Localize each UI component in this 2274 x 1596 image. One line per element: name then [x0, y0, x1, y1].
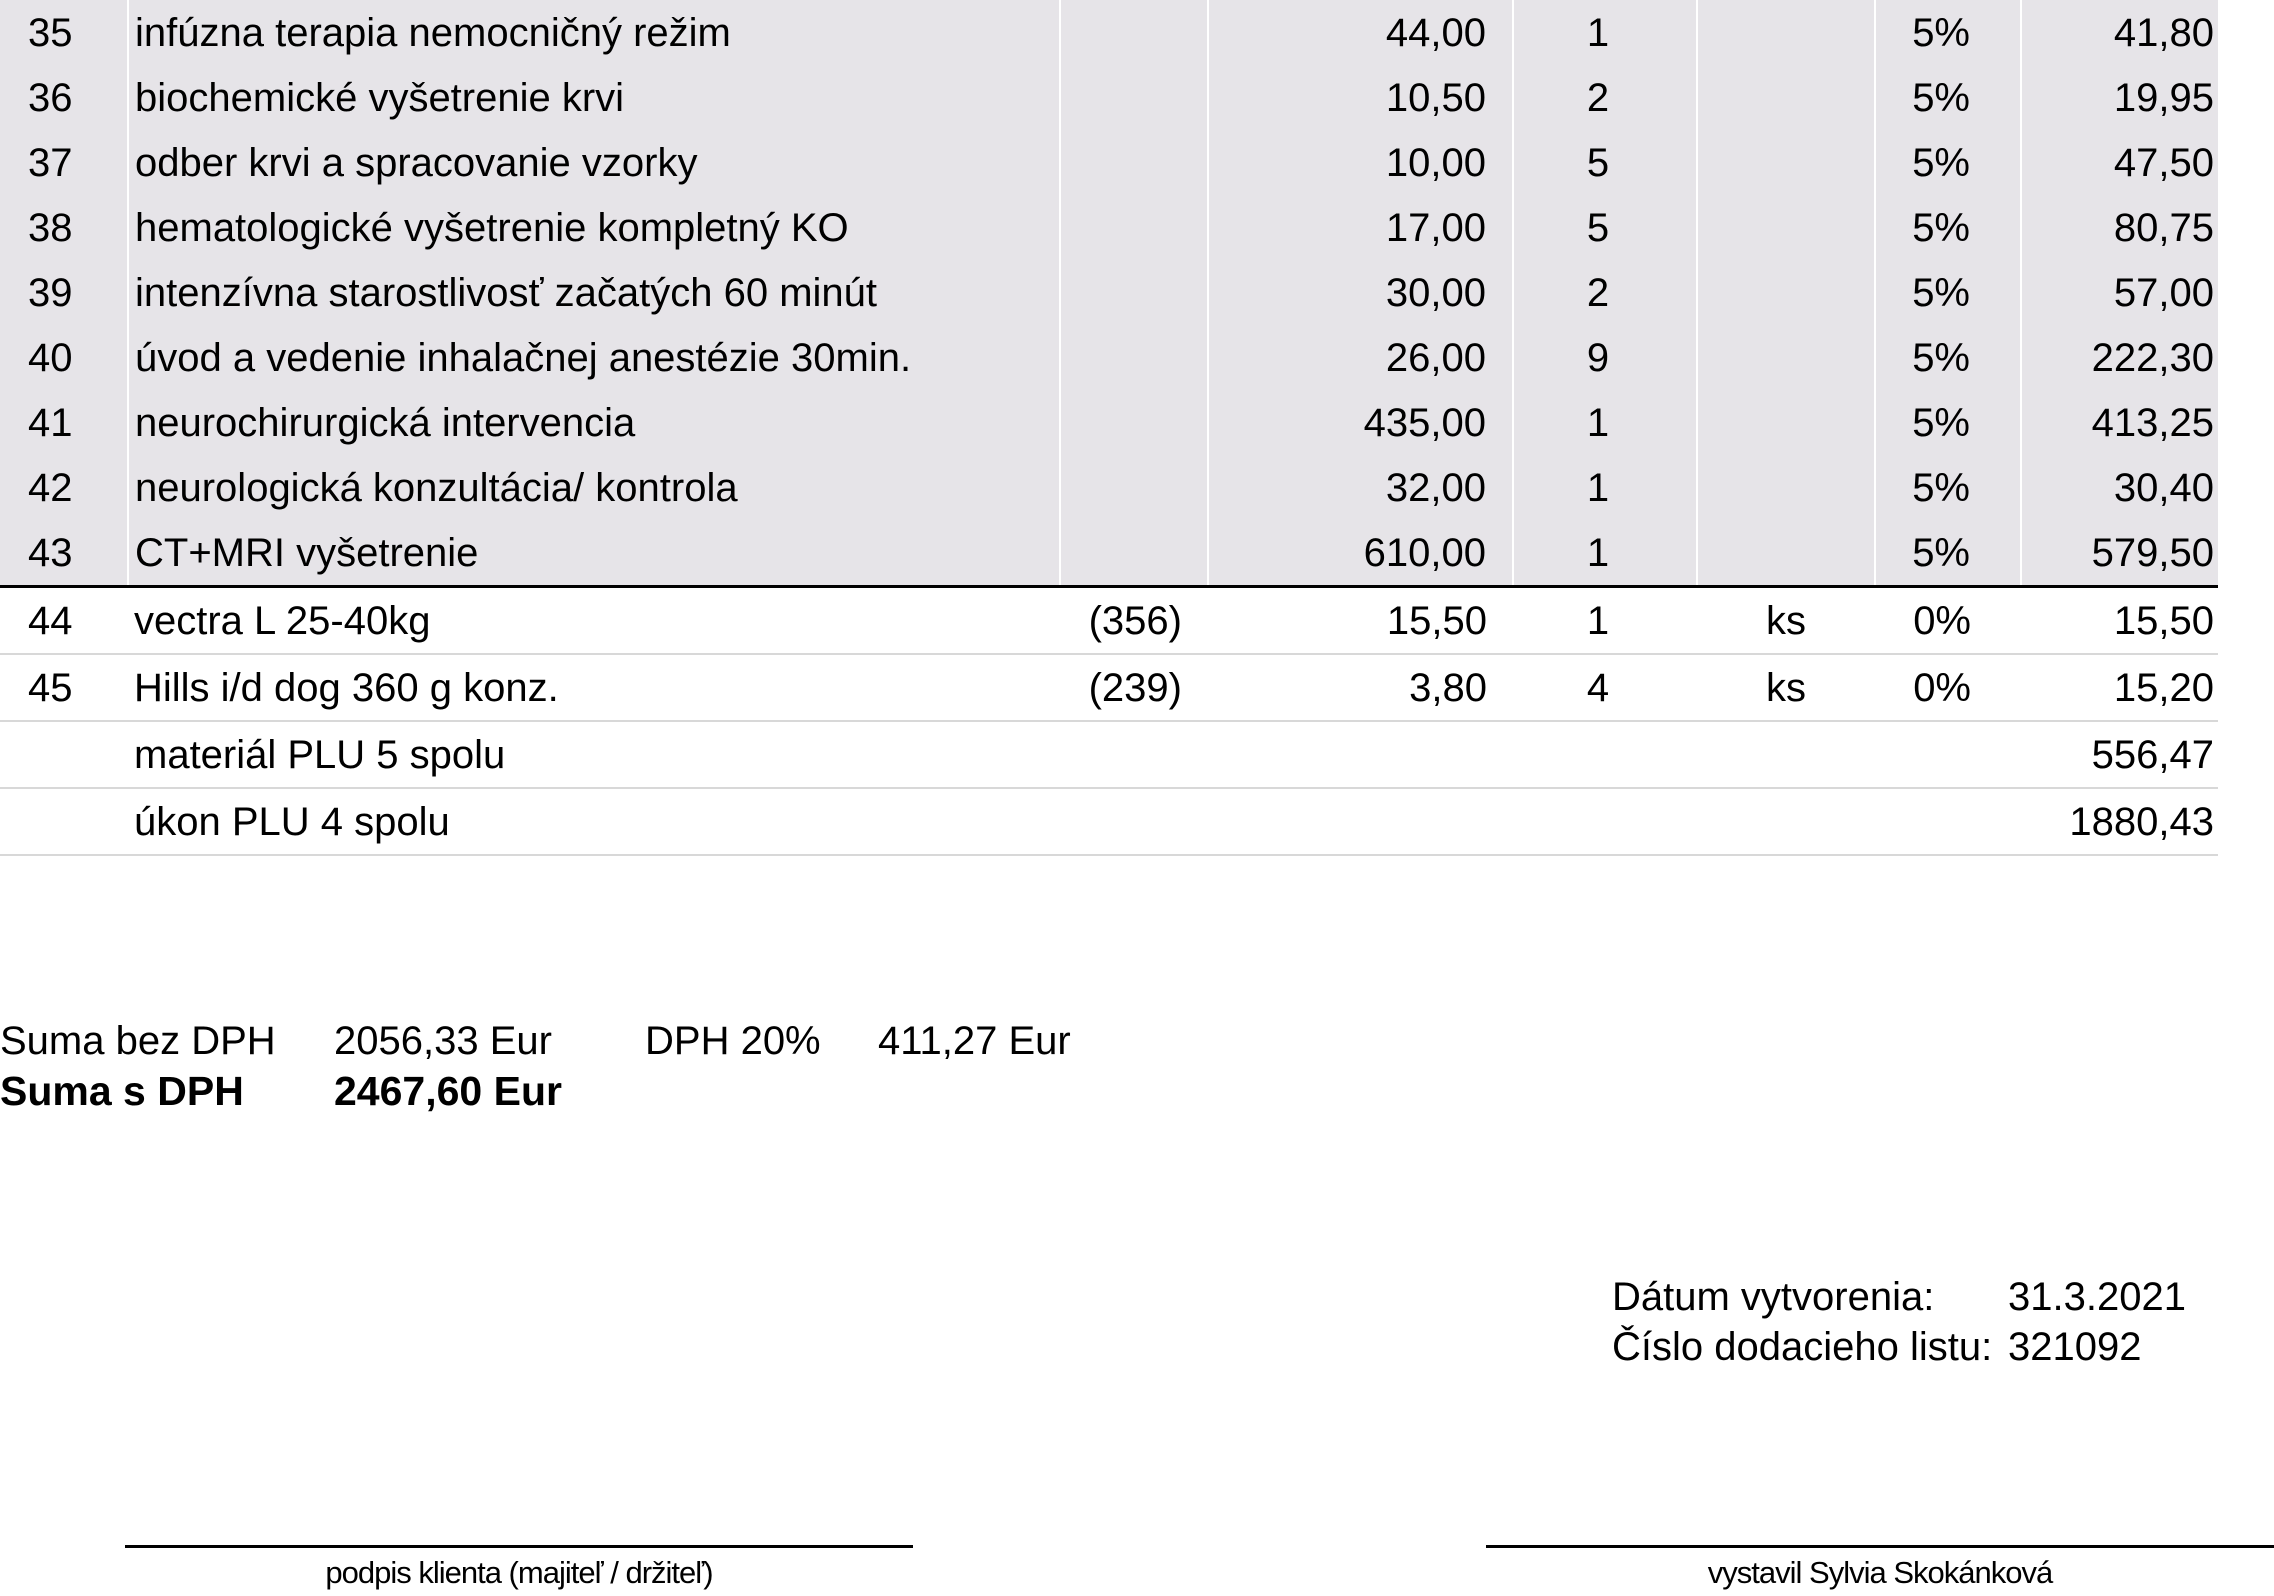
item-number: 45: [0, 654, 128, 721]
creation-date-label: Dátum vytvorenia:: [1612, 1275, 1935, 1319]
item-qty: 5: [1513, 130, 1697, 195]
item-vat: 5%: [1875, 260, 2021, 325]
subtotal-label: úkon PLU 4 spolu: [128, 788, 1060, 855]
item-total: 57,00: [2021, 260, 2218, 325]
item-number: 36: [0, 65, 128, 130]
issuer-signature-label: vystavil Sylvia Skokánková: [1707, 1555, 2053, 1590]
item-price: 610,00: [1208, 520, 1513, 587]
table-row: [0, 130, 2218, 195]
item-price: 17,00: [1208, 195, 1513, 260]
item-total: 80,75: [2021, 195, 2218, 260]
item-qty: 9: [1513, 325, 1697, 390]
issuer-signature-line: [1486, 1545, 2274, 1592]
table-row: [0, 260, 2218, 325]
item-name: infúzna terapia nemocničný režim: [128, 0, 1060, 65]
item-unit: [1697, 130, 1875, 195]
item-vat: 0%: [1875, 587, 2021, 655]
item-name: hematologické vyšetrenie kompletný KO: [128, 195, 1060, 260]
table-row: [0, 654, 2218, 721]
item-name: neurochirurgická intervencia: [128, 390, 1060, 455]
item-qty: 5: [1513, 195, 1697, 260]
table-row: [0, 325, 2218, 390]
item-unit: ks: [1697, 654, 1875, 721]
item-unit: [1697, 455, 1875, 520]
table-row: [0, 520, 2218, 587]
item-unit: [1697, 65, 1875, 130]
item-code: (239): [1060, 654, 1208, 721]
item-qty: 2: [1513, 65, 1697, 130]
item-code: [1060, 260, 1208, 325]
subtotal-row-material: [0, 721, 2218, 788]
item-number: 37: [0, 130, 128, 195]
client-signature-line: [125, 1545, 913, 1592]
subtotal-value: 1880,43: [2021, 788, 2218, 855]
item-name: intenzívna starostlivosť začatých 60 minút: [128, 260, 1060, 325]
item-vat: 5%: [1875, 65, 2021, 130]
item-number: 43: [0, 520, 128, 587]
table-row: [0, 455, 2218, 520]
item-price: 30,00: [1208, 260, 1513, 325]
item-code: [1060, 130, 1208, 195]
item-unit: [1697, 0, 1875, 65]
client-signature-label: podpis klienta (majiteľ / držiteľ): [325, 1555, 713, 1590]
delivery-note-number-value: 321092: [2008, 1325, 2142, 1369]
item-name: CT+MRI vyšetrenie: [128, 520, 1060, 587]
item-qty: 1: [1513, 587, 1697, 655]
item-unit: [1697, 390, 1875, 455]
item-unit: [1697, 195, 1875, 260]
net-total-value: 2056,33 Eur: [334, 1019, 552, 1063]
delivery-note-number-label: Číslo dodacieho listu:: [1612, 1325, 1993, 1369]
item-price: 10,00: [1208, 130, 1513, 195]
delivery-note-number-line: [1612, 1322, 2232, 1372]
item-vat: 5%: [1875, 325, 2021, 390]
item-total: 15,50: [2021, 587, 2218, 655]
item-total: 15,20: [2021, 654, 2218, 721]
item-unit: [1697, 260, 1875, 325]
table-row: [0, 587, 2218, 655]
item-vat: 5%: [1875, 390, 2021, 455]
item-number: 39: [0, 260, 128, 325]
item-qty: 4: [1513, 654, 1697, 721]
item-name: Hills i/d dog 360 g konz.: [128, 654, 1060, 721]
gross-total-label: Suma s DPH: [0, 1068, 244, 1114]
item-vat: 5%: [1875, 130, 2021, 195]
item-vat: 5%: [1875, 195, 2021, 260]
item-code: (356): [1060, 587, 1208, 655]
item-total: 30,40: [2021, 455, 2218, 520]
vat-label: DPH 20%: [645, 1019, 821, 1063]
subtotal-value: 556,47: [2021, 721, 2218, 788]
item-name: úvod a vedenie inhalačnej anestézie 30min.: [128, 325, 1060, 390]
item-total: 47,50: [2021, 130, 2218, 195]
creation-date-line: [1612, 1272, 2232, 1322]
item-unit: [1697, 520, 1875, 587]
item-vat: 5%: [1875, 520, 2021, 587]
item-vat: 5%: [1875, 455, 2021, 520]
item-price: 32,00: [1208, 455, 1513, 520]
item-code: [1060, 390, 1208, 455]
item-vat: 0%: [1875, 654, 2021, 721]
item-name: odber krvi a spracovanie vzorky: [128, 130, 1060, 195]
item-unit: ks: [1697, 587, 1875, 655]
gross-total-value: 2467,60 Eur: [334, 1068, 562, 1114]
net-total-label: Suma bez DPH: [0, 1019, 276, 1063]
document-info: [1612, 1272, 2232, 1372]
item-name: vectra L 25-40kg: [128, 587, 1060, 655]
item-code: [1060, 195, 1208, 260]
item-price: 10,50: [1208, 65, 1513, 130]
item-code: [1060, 455, 1208, 520]
item-qty: 1: [1513, 0, 1697, 65]
item-name: biochemické vyšetrenie krvi: [128, 65, 1060, 130]
item-code: [1060, 520, 1208, 587]
item-number: 42: [0, 455, 128, 520]
item-number: 35: [0, 0, 128, 65]
item-number: 41: [0, 390, 128, 455]
table-row: [0, 0, 2218, 65]
item-price: 3,80: [1208, 654, 1513, 721]
table-row: [0, 65, 2218, 130]
item-total: 19,95: [2021, 65, 2218, 130]
table-row: [0, 195, 2218, 260]
item-qty: 1: [1513, 520, 1697, 587]
item-unit: [1697, 325, 1875, 390]
item-qty: 1: [1513, 390, 1697, 455]
subtotal-row-service: [0, 788, 2218, 855]
item-number: 44: [0, 587, 128, 655]
item-total: 41,80: [2021, 0, 2218, 65]
table-row: [0, 390, 2218, 455]
item-total: 222,30: [2021, 325, 2218, 390]
item-total: 579,50: [2021, 520, 2218, 587]
item-qty: 1: [1513, 455, 1697, 520]
item-price: 26,00: [1208, 325, 1513, 390]
item-price: 435,00: [1208, 390, 1513, 455]
creation-date-value: 31.3.2021: [2008, 1275, 2186, 1319]
item-name: neurologická konzultácia/ kontrola: [128, 455, 1060, 520]
item-price: 15,50: [1208, 587, 1513, 655]
item-code: [1060, 325, 1208, 390]
item-number: 40: [0, 325, 128, 390]
item-code: [1060, 0, 1208, 65]
item-price: 44,00: [1208, 0, 1513, 65]
item-vat: 5%: [1875, 0, 2021, 65]
item-number: 38: [0, 195, 128, 260]
item-code: [1060, 65, 1208, 130]
vat-value: 411,27 Eur: [878, 1019, 1071, 1063]
subtotal-label: materiál PLU 5 spolu: [128, 721, 1060, 788]
item-total: 413,25: [2021, 390, 2218, 455]
item-qty: 2: [1513, 260, 1697, 325]
